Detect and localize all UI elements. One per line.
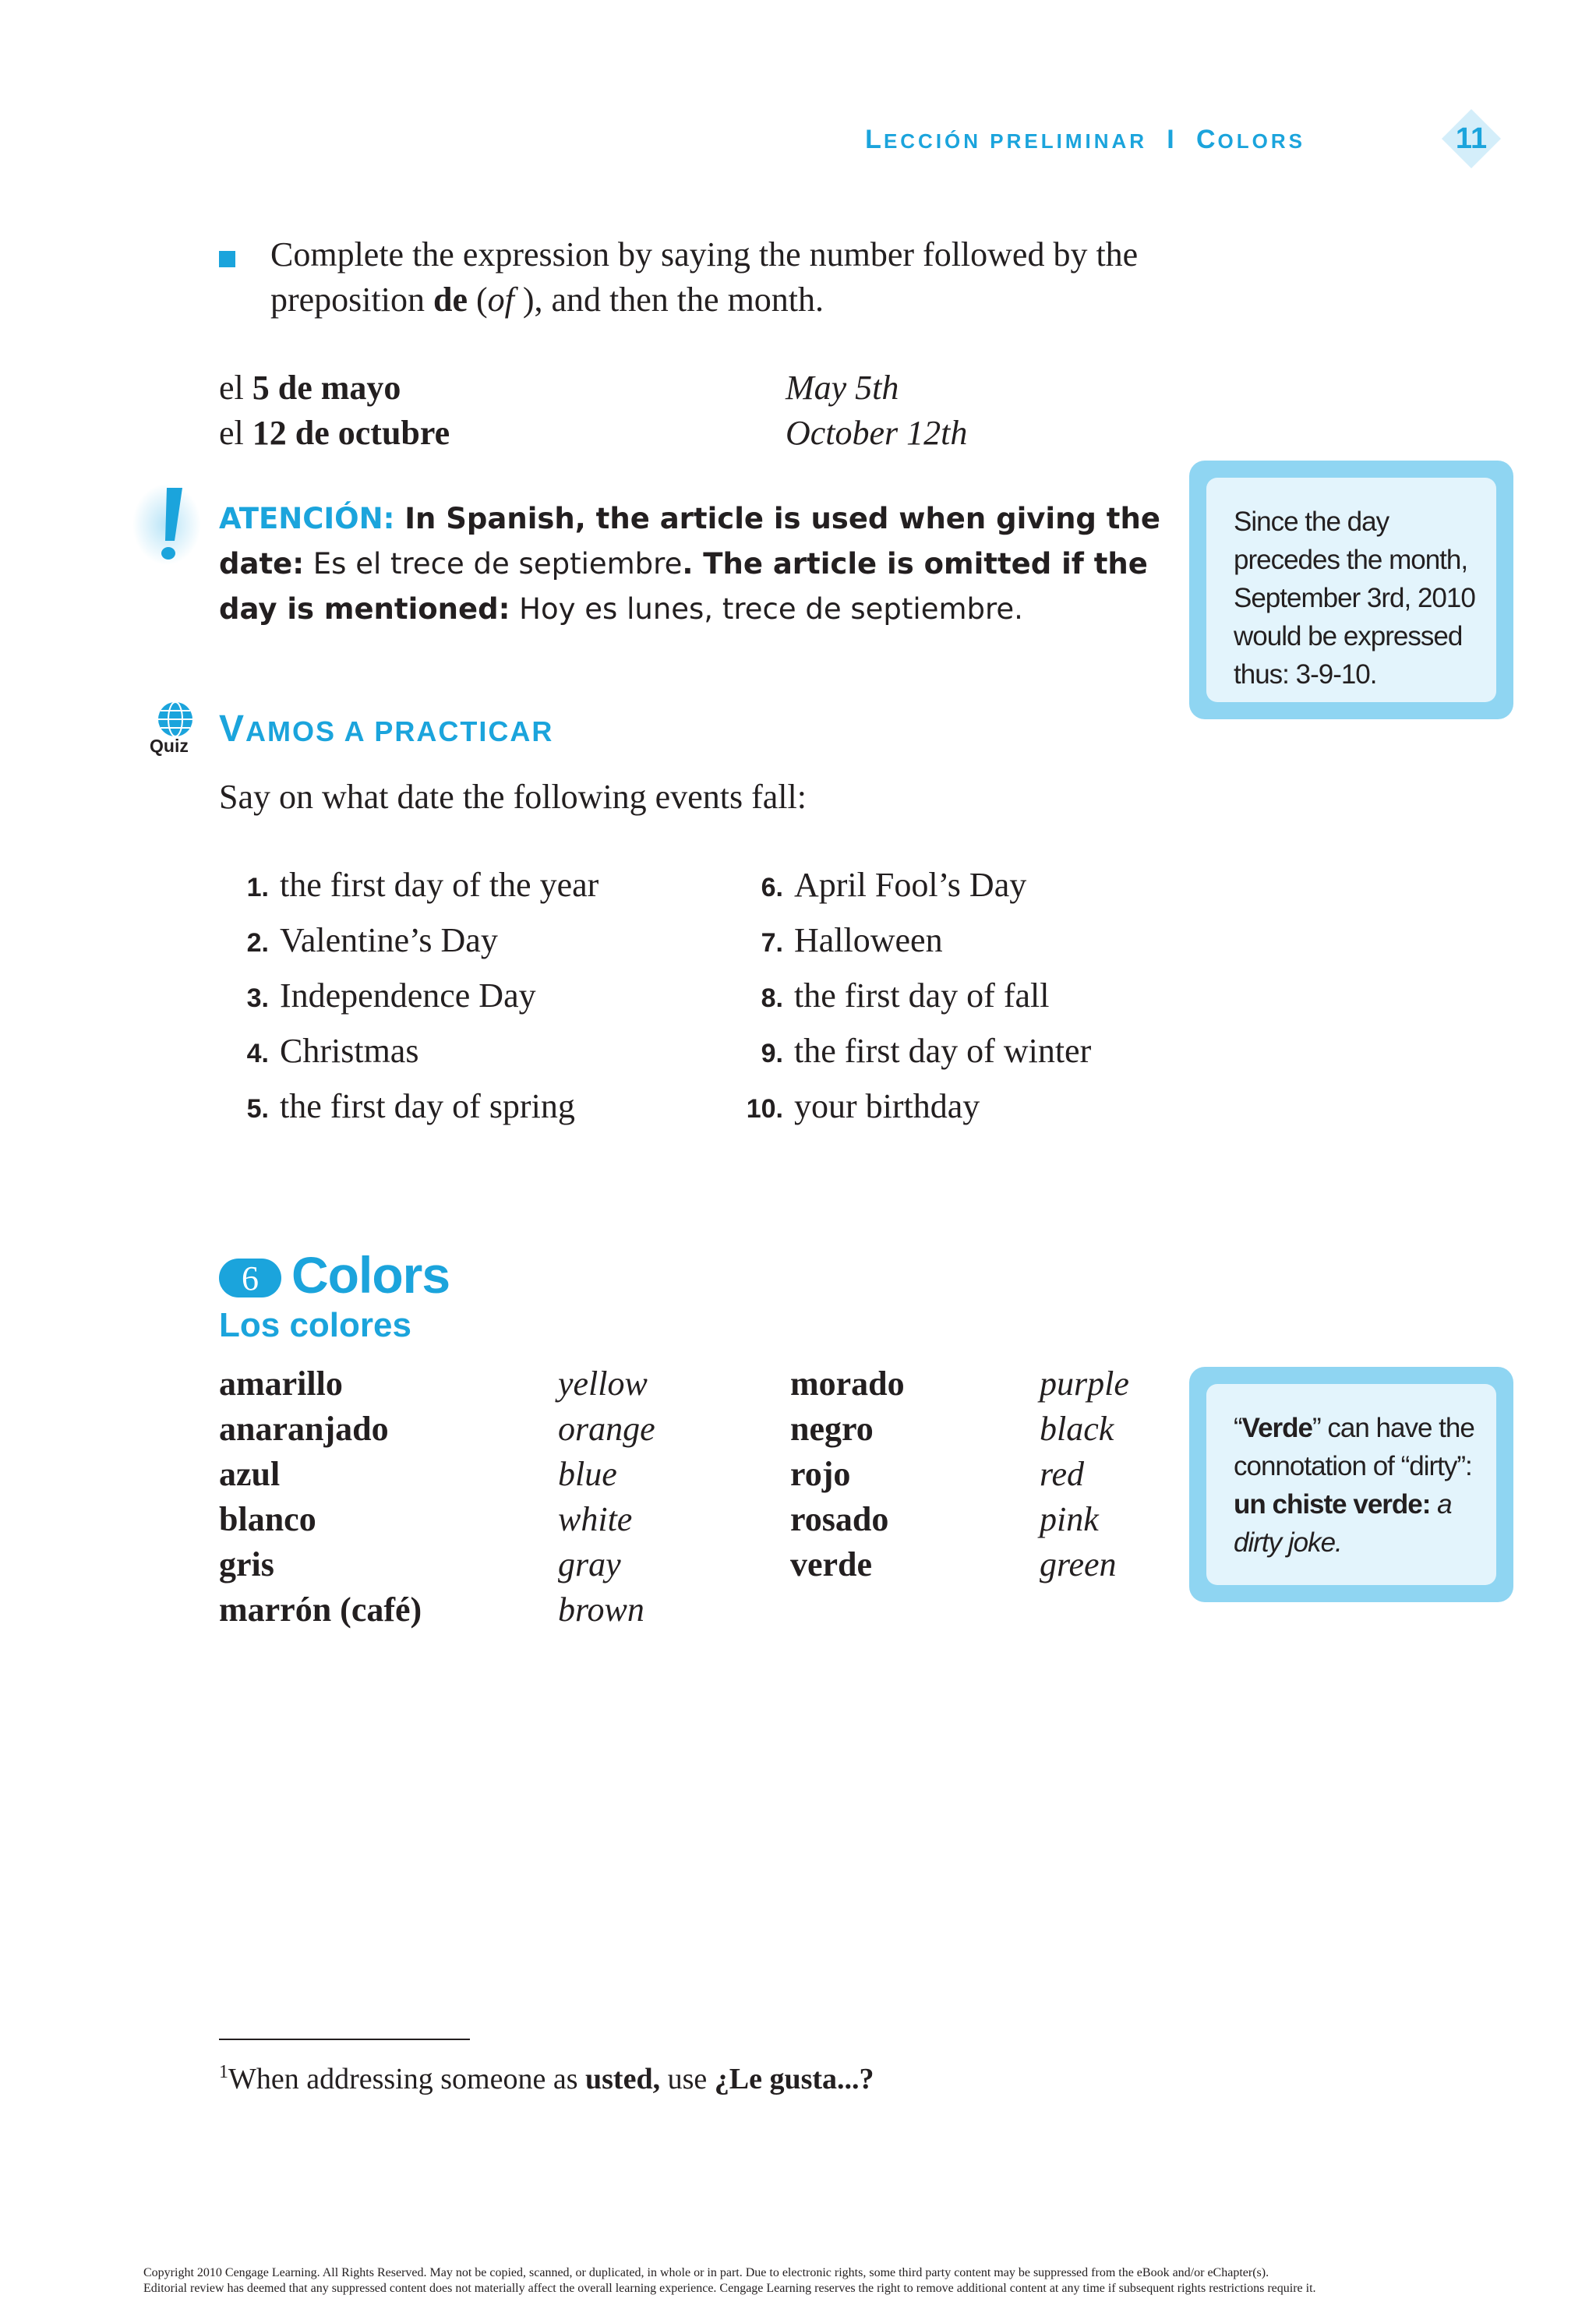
vocab-spanish: amarillo <box>219 1365 343 1403</box>
vocab-spanish: azul <box>219 1455 281 1493</box>
quote-mark: “ <box>1234 1413 1242 1443</box>
exercise-text: Independence Day <box>280 976 536 1015</box>
vocab-spanish: morado <box>790 1365 905 1403</box>
vocab-english: pink <box>1040 1500 1099 1538</box>
practice-heading-rest: AMOS A PRACTICAR <box>245 715 554 747</box>
sidenote-translation: a dirty joke. <box>1234 1489 1452 1558</box>
exercise-number: 4. <box>246 1039 269 1068</box>
date-example-english: October 12th <box>786 414 968 452</box>
footnote-bold: usted, <box>585 2063 661 2095</box>
exercise-text: Halloween <box>794 921 943 959</box>
exercise-number: 9. <box>761 1039 783 1068</box>
footnote-divider <box>219 2039 470 2040</box>
exercise-number: 3. <box>246 983 269 1013</box>
exercise-number: 2. <box>246 928 269 958</box>
exercise-text: the first day of winter <box>794 1032 1092 1070</box>
bullet-square-icon <box>219 251 235 267</box>
exercise-text: Valentine’s Day <box>280 921 498 959</box>
exercise-item <box>234 973 536 1021</box>
sidenote-date <box>1189 461 1513 719</box>
vocab-english: yellow <box>558 1365 648 1403</box>
attention-rule-2: . The article is omitted if the day is mentioned: <box>219 547 1148 626</box>
exercise-item <box>234 1084 575 1132</box>
quiz-link[interactable]: Quiz <box>150 736 189 756</box>
header-lesson-initial: L <box>865 125 884 154</box>
exercise-text: the first day of the year <box>280 866 599 904</box>
page-number: 11 <box>1455 122 1488 155</box>
bullet-bold-word: de <box>433 281 468 319</box>
date-example-spanish <box>219 411 450 456</box>
exercise-text: the first day of spring <box>280 1087 575 1125</box>
practice-heading-initial: V <box>219 708 246 750</box>
running-header <box>0 125 1305 155</box>
exercise-item <box>234 1029 418 1076</box>
vocab-english: orange <box>558 1410 655 1448</box>
header-lesson-name: ECCIÓN PRELIMINAR <box>883 129 1148 153</box>
vocab-spanish: rojo <box>790 1455 851 1493</box>
vocab-spanish: verde <box>790 1545 873 1583</box>
exercise-number: 6. <box>761 873 783 902</box>
vocab-english: purple <box>1040 1365 1129 1403</box>
date-example-english: May 5th <box>786 369 899 407</box>
vocab-english: black <box>1040 1410 1114 1448</box>
exercise-number: 7. <box>761 928 783 958</box>
exercise-text: April Fool’s Day <box>794 866 1027 904</box>
example-prefix: el <box>219 369 252 407</box>
practice-instruction: Say on what date the following events fall: <box>219 778 807 816</box>
exercise-item <box>733 973 1049 1021</box>
vocab-spanish: anaranjado <box>219 1410 389 1448</box>
section-subtitle: Los colores <box>219 1306 411 1344</box>
header-separator: I <box>1167 125 1177 154</box>
sidenote-date-text: Since the day precedes the month, September 3rd, 2010 would be expressed thus: 3-9-10. <box>1234 507 1475 690</box>
vocab-list-2 <box>790 1361 905 1587</box>
page-number-badge <box>1440 108 1502 170</box>
sidenote-inner <box>1206 478 1496 702</box>
vocab-list-1 <box>219 1361 422 1633</box>
bullet-paren: ( <box>467 281 488 319</box>
exercise-text: your birthday <box>794 1087 980 1125</box>
vocab-spanish: rosado <box>790 1500 889 1538</box>
attention-example-2: Hoy es lunes, trece de septiembre. <box>510 592 1023 626</box>
practice-heading <box>219 708 553 750</box>
exclamation-icon <box>131 482 203 567</box>
vocab-english: gray <box>558 1545 621 1583</box>
exercise-number: 10. <box>746 1094 783 1124</box>
exercise-item <box>733 918 943 966</box>
exercise-text: the first day of fall <box>794 976 1050 1015</box>
copyright-line: Copyright 2010 Cengage Learning. All Rights Reserved. May not be copied, scanned, or duplicated, in whole or in part. Due to electronic rights, some third party content may be suppressed from the eBook and/or eChapter(s). <box>143 2266 1269 2279</box>
copyright-line: Editorial review has deemed that any suppressed content does not materially affect the overall learning experience. Cengage Learning reserves the right to remove additional content at any time if subsequent rights restrictions require it. <box>143 2282 1316 2295</box>
example-spanish: 12 de octubre <box>252 414 450 452</box>
exercise-text: Christmas <box>280 1032 419 1070</box>
sidenote-text-part: ” can have the connotation of “dirty”: <box>1234 1413 1474 1481</box>
exercise-item <box>733 1029 1091 1076</box>
exercise-item <box>733 863 1026 910</box>
bullet-italic-word: of <box>487 281 514 319</box>
section-number-badge: 6 <box>219 1259 281 1297</box>
exercise-item <box>234 918 498 966</box>
date-example-spanish <box>219 365 401 411</box>
exercise-number: 1. <box>246 873 269 902</box>
header-topic-initial: C <box>1195 125 1218 154</box>
sidenote-verde-text <box>1234 1409 1481 1562</box>
header-topic-name: OLORS <box>1217 129 1305 153</box>
footnote-marker: 1 <box>219 2062 228 2082</box>
footnote <box>219 2053 874 2099</box>
vocab-spanish: negro <box>790 1410 874 1448</box>
sidenote-inner <box>1206 1384 1496 1585</box>
example-prefix: el <box>219 414 252 452</box>
vocab-spanish: blanco <box>219 1500 316 1538</box>
vocab-spanish: gris <box>219 1545 274 1583</box>
footnote-text: When addressing someone as <box>228 2063 585 2095</box>
vocab-translations-2 <box>1040 1361 1129 1587</box>
vocab-english: red <box>1040 1455 1085 1493</box>
bullet-text-after: ), and then the month. <box>514 281 824 319</box>
exercise-item <box>733 1084 980 1132</box>
attention-rule-1: In Spanish, the article is used when giving the date: <box>219 502 1160 581</box>
attention-example-1: Es el trece de septiembre <box>304 547 683 581</box>
sidenote-verde <box>1189 1367 1513 1602</box>
vocab-english: white <box>558 1500 633 1538</box>
vocab-english: blue <box>558 1455 617 1493</box>
bullet-paragraph <box>270 232 1229 323</box>
vocab-spanish: marrón (café) <box>219 1590 422 1629</box>
attention-lead: ATENCIÓN: <box>219 502 395 535</box>
copyright-notice <box>143 2265 1468 2297</box>
globe-icon[interactable] <box>156 700 195 739</box>
vocab-english: green <box>1040 1545 1117 1583</box>
vocab-english: brown <box>558 1590 644 1629</box>
example-spanish: 5 de mayo <box>252 369 401 407</box>
section-title: Colors <box>291 1246 450 1304</box>
footnote-text: use <box>660 2063 715 2095</box>
exercise-item <box>234 863 598 910</box>
sidenote-phrase: un chiste verde: <box>1234 1489 1431 1520</box>
exercise-number: 8. <box>761 983 783 1013</box>
attention-note <box>219 496 1178 632</box>
vocab-translations-1 <box>558 1361 655 1633</box>
footnote-bold: ¿Le gusta...? <box>714 2063 874 2095</box>
sidenote-keyword: Verde <box>1241 1413 1313 1443</box>
bullet-text-before: Complete the expression by saying the number followed by the preposition <box>270 235 1139 319</box>
exercise-number: 5. <box>246 1094 269 1124</box>
